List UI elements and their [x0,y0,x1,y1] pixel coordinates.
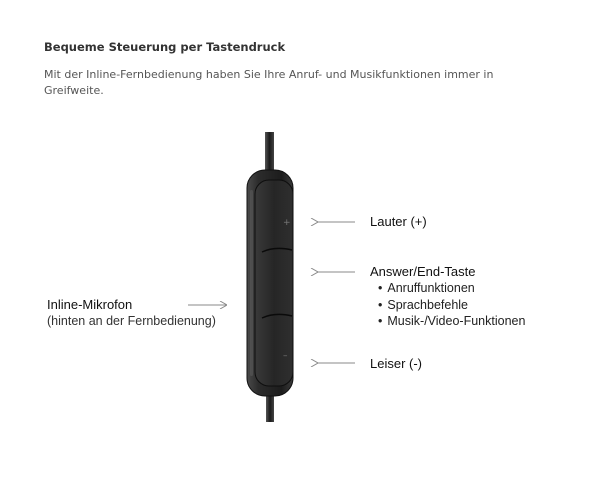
list-item: • Anruffunktionen [378,280,525,297]
plus-symbol: + [283,218,291,228]
label-microphone-title: Inline-Mikrofon [47,297,133,312]
label-volume-down: Leiser (-) [370,356,423,371]
list-item: • Musik-/Video-Funktionen [378,313,525,330]
intro-text: Mit der Inline-Fernbedienung haben Sie Ihre Anruf- und Musikfunktionen immer in Greifweite. [44,68,494,97]
label-volume-up: Lauter (+) [370,214,427,229]
page-heading: Bequeme Steuerung per Tastendruck [44,40,286,54]
label-answer-end: Answer/End-Taste [370,264,476,279]
minus-symbol: – [283,351,288,361]
label-microphone-sub: (hinten an der Fernbedienung) [47,314,216,328]
answer-end-list [378,280,525,330]
remote-highlight [250,190,253,376]
list-item: • Sprachbefehle [378,297,525,314]
